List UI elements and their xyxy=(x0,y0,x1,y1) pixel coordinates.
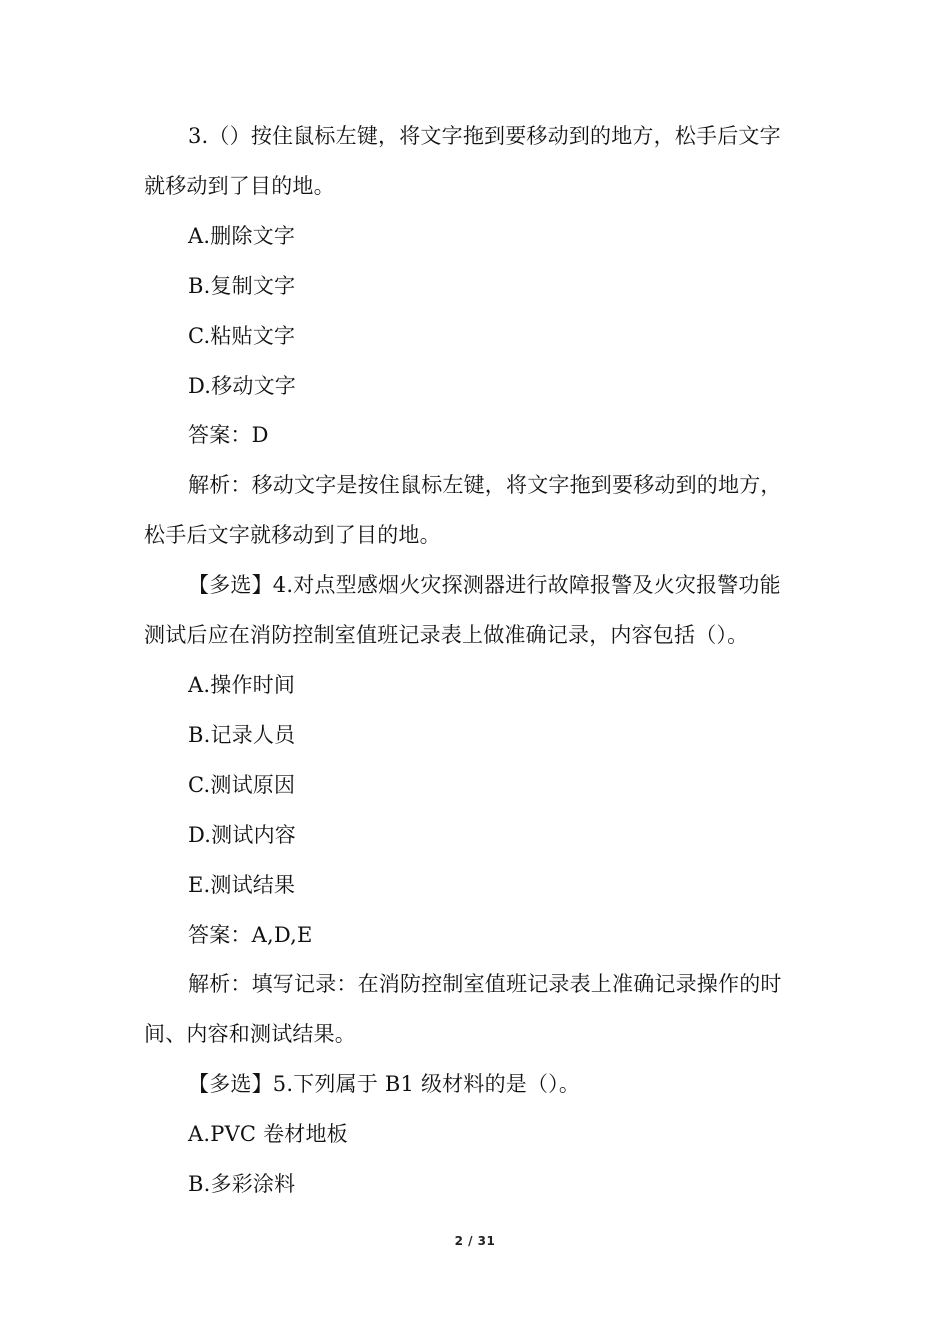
question-3-analysis-line-2: 松手后文字就移动到了目的地。 xyxy=(144,523,441,548)
page-content xyxy=(144,112,808,1210)
question-4-analysis-line-1: 解析：填写记录：在消防控制室值班记录表上准确记录操作的时 xyxy=(188,972,782,997)
question-5-option-a: A.PVC 卷材地板 xyxy=(188,1122,348,1147)
question-4-option-c: C.测试原因 xyxy=(188,772,296,797)
question-4-analysis-line-2: 间、内容和测试结果。 xyxy=(144,1022,356,1047)
question-4-stem-line-2: 测试后应在消防控制室值班记录表上做准确记录，内容包括（）。 xyxy=(144,623,749,648)
question-3-option-a: A.删除文字 xyxy=(188,223,296,248)
question-3-option-d: D.移动文字 xyxy=(188,373,296,398)
question-3-stem-line-2: 就移动到了目的地。 xyxy=(144,173,335,198)
question-4-answer: 答案：A,D,E xyxy=(188,922,313,947)
question-4-stem-line-1: 【多选】4.对点型感烟火灾探测器进行故障报警及火灾报警功能 xyxy=(188,573,781,598)
question-3-option-b: B.复制文字 xyxy=(188,273,296,298)
question-3-answer: 答案：D xyxy=(188,423,269,448)
question-4-option-b: B.记录人员 xyxy=(188,722,296,747)
question-5-stem-line-1: 【多选】5.下列属于 B1 级材料的是（）。 xyxy=(188,1072,581,1097)
question-4-option-a: A.操作时间 xyxy=(188,672,296,697)
question-3-option-c: C.粘贴文字 xyxy=(188,323,296,348)
question-3-stem-line-1: 3.（）按住鼠标左键，将文字拖到要移动到的地方，松手后文字 xyxy=(188,124,781,148)
question-3-analysis-line-1: 解析：移动文字是按住鼠标左键，将文字拖到要移动到的地方， xyxy=(188,473,782,498)
question-4-option-e: E.测试结果 xyxy=(188,872,296,897)
page-number: 2 / 31 xyxy=(454,1234,496,1248)
question-4-option-d: D.测试内容 xyxy=(188,822,296,847)
question-5-option-b: B.多彩涂料 xyxy=(188,1172,296,1197)
